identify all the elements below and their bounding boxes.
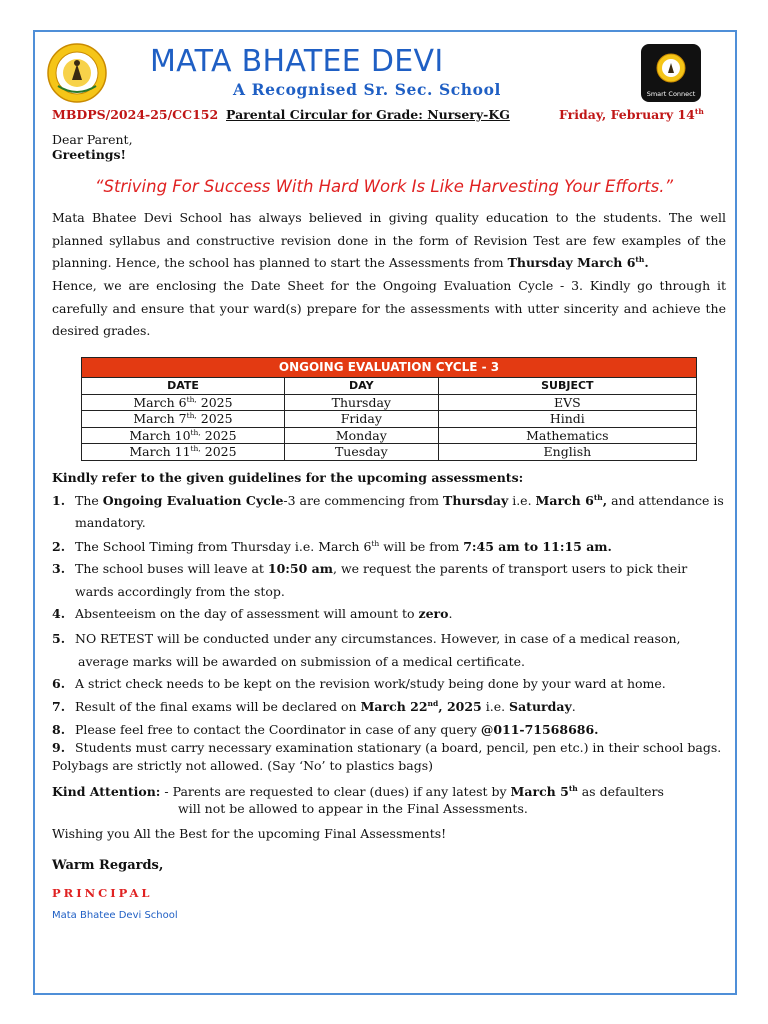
intro-end: . xyxy=(644,255,649,271)
table-row xyxy=(82,427,697,444)
table-title: ONGOING EVALUATION CYCLE - 3 xyxy=(82,358,697,378)
list-item: 8. Please feel free to contact the Coordinator in case of any query @011-71568686. xyxy=(52,722,599,738)
cell-subject: EVS xyxy=(438,394,696,411)
intro-sup: th xyxy=(635,255,645,265)
list-item: 5. NO RETEST will be conducted under any circumstances. However, in case of a medical reason, average marks will be awarded on submission of a medical certificate. xyxy=(52,631,681,669)
greeting-line: Greetings! xyxy=(52,147,127,162)
table-row xyxy=(82,444,697,461)
kind-attention-line2: will not be allowed to appear in the Final Assessments. xyxy=(178,801,528,816)
table-row xyxy=(82,394,697,411)
guidelines-list xyxy=(52,490,726,775)
cell-subject: Hindi xyxy=(438,411,696,428)
date-sheet-table xyxy=(81,357,697,461)
table-row xyxy=(82,411,697,428)
cell-date: March $10^{th,}$ 2025 xyxy=(82,427,285,444)
warm-regards: Warm Regards, xyxy=(52,858,164,873)
school-name: MATA BHATEE DEVI xyxy=(150,44,444,79)
cell-day: Thursday xyxy=(284,394,438,411)
school-subtitle: A Recognised Sr. Sec. School xyxy=(233,80,502,99)
column-header-day: DAY xyxy=(284,378,438,395)
salutation xyxy=(52,132,133,162)
cell-day: Tuesday xyxy=(284,444,438,461)
intro-bold: Thursday March 6 xyxy=(507,255,636,271)
date-sheet-paragraph: Hence, we are enclosing the Date Sheet for the Ongoing Evaluation Cycle - 3. Kindly go through it carefully and ensure that your ward(s) prepare for the assessments with utter sincerity and achieve the desired grades. xyxy=(52,278,726,339)
intro-text: Mata Bhatee Devi School has always believed in giving quality education to the students. The well planned syllabus and constructive revision done in the form of Revision Test are few examples of the planning. Hence, the school has planned to start the Assessments from xyxy=(52,210,726,271)
school-signature: Mata Bhatee Devi School xyxy=(52,910,178,921)
circular-date xyxy=(559,107,704,122)
column-header-subject: SUBJECT xyxy=(438,378,696,395)
smart-connect-badge xyxy=(641,44,701,102)
cell-date: March $7^{th,}$ 2025 xyxy=(82,411,285,428)
salutation-line: Dear Parent, xyxy=(52,132,133,147)
date-text: Friday, February 14 xyxy=(559,107,695,122)
guidelines-heading: Kindly refer to the given guidelines for the upcoming assessments: xyxy=(52,470,524,485)
date-sup: th xyxy=(694,106,704,116)
list-item: 9. Students must carry necessary examination stationary (a board, pencil, pen etc.) in their school bags. Polybags are strictly not allowed. (Say ‘No’ to plastics bags) xyxy=(52,740,722,774)
kind-attention-note xyxy=(52,783,664,817)
school-logo-icon xyxy=(46,42,108,104)
cell-date: March $11^{th,}$ 2025 xyxy=(82,444,285,461)
principal-signature: PRINCIPAL xyxy=(52,886,153,900)
cell-subject: English xyxy=(438,444,696,461)
list-item: 1. The Ongoing Evaluation Cycle-3 are commencing from Thursday i.e. March 6th, and attendance is mandatory. xyxy=(52,492,724,531)
motto-quote: “Striving For Success With Hard Work Is Like Harvesting Your Efforts.” xyxy=(94,177,674,196)
list-item: 3. The school buses will leave at 10:50 am, we request the parents of transport users to pick their wards accordingly from the stop. xyxy=(52,561,688,599)
list-item: 6. A strict check needs to be kept on the revision work/study being done by your ward at home. xyxy=(52,676,666,692)
cell-day: Monday xyxy=(284,427,438,444)
circular-ref-code: MBDPS/2024-25/CC152 xyxy=(52,107,219,122)
cell-subject: Mathematics xyxy=(438,427,696,444)
cell-date: March $6^{th,}$ 2025 xyxy=(82,394,285,411)
kind-attention-line1: Kind Attention: - Parents are requested to clear (dues) if any latest by March 5th as defaulters xyxy=(52,783,664,799)
smart-connect-logo-icon xyxy=(641,46,701,90)
list-item: 2. The School Timing from Thursday i.e. March 6th will be from 7:45 am to 11:15 am. xyxy=(52,538,612,554)
smart-connect-label: Smart Connect xyxy=(646,90,696,98)
intro-paragraph xyxy=(52,207,726,275)
column-header-date: DATE xyxy=(82,378,285,395)
circular-title: Parental Circular for Grade: Nursery-KG xyxy=(226,107,510,122)
wishing-line: Wishing you All the Best for the upcoming Final Assessments! xyxy=(52,826,447,841)
cell-day: Friday xyxy=(284,411,438,428)
list-item: 4. Absenteeism on the day of assessment will amount to zero. xyxy=(52,606,453,622)
list-item: 7. Result of the final exams will be declared on March 22nd, 2025 i.e. Saturday. xyxy=(52,698,576,714)
